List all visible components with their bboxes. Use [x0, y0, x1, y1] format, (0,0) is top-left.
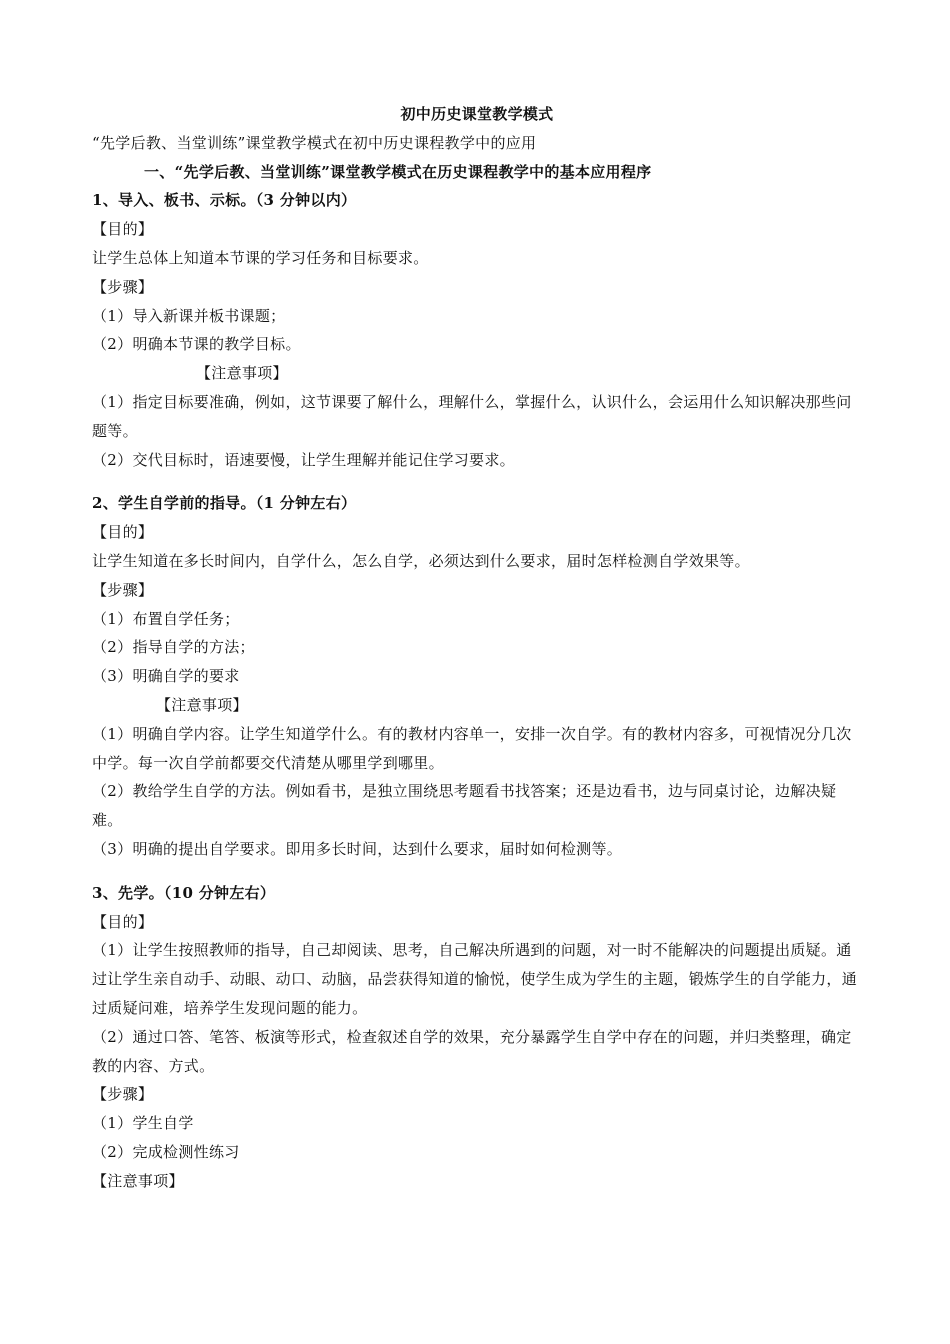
step-3-purpose-label: 【目的】	[92, 912, 154, 931]
step-1-steps-label: 【步骤】	[92, 277, 154, 296]
section-spacer	[92, 474, 862, 489]
section-spacer	[92, 864, 862, 879]
step-2-step-item: （3）明确自学的要求	[92, 667, 240, 686]
document-body	[92, 100, 862, 1195]
step-3-step-item: （2）完成检测性练习	[92, 1142, 240, 1161]
step-2-notice-label: 【注意事项】	[156, 695, 248, 714]
step-2-step-item: （1）布置自学任务；	[92, 609, 240, 628]
step-2-notice-item: （2）教给学生自学的方法。例如看书，是独立围绕思考题看书找答案；还是边看书，边与同桌讨论，边解决疑难。	[92, 782, 837, 830]
step-1-heading: 1、导入、板书、示标。（3 分钟以内）	[92, 191, 357, 210]
step-1-step-item: （1）导入新课并板书课题；	[92, 306, 286, 325]
document-subtitle: “先学后教、当堂训练”课堂教学模式在初中历史课程教学中的应用	[92, 133, 537, 152]
step-1-purpose-label: 【目的】	[92, 220, 154, 239]
step-2-step-item: （2）指导自学的方法；	[92, 638, 255, 657]
section-heading: 一、“先学后教、当堂训练”课堂教学模式在历史课程教学中的基本应用程序	[144, 162, 652, 181]
step-2-notice-item: （3）明确的提出自学要求。即用多长时间，达到什么要求，届时如何检测等。	[92, 839, 623, 858]
step-1-notice-item: （1）指定目标要准确，例如，这节课要了解什么，理解什么，掌握什么，认识什么，会运用什么知识解决那些问题等。	[92, 392, 852, 440]
document-title: 初中历史课堂教学模式	[400, 105, 554, 123]
step-1-notice-label: 【注意事项】	[196, 364, 288, 383]
step-1-purpose-text: 让学生总体上知道本节课的学习任务和目标要求。	[92, 248, 429, 267]
step-3-purpose-text: （2）通过口答、笔答、板演等形式，检查叙述自学的效果，充分暴露学生自学中存在的问题，并归类整理，确定教的内容、方式。	[92, 1027, 852, 1075]
step-2-purpose-text: 让学生知道在多长时间内，自学什么，怎么自学，必须达到什么要求，届时怎样检测自学效果等。	[92, 551, 750, 570]
step-3-purpose-text: （1）让学生按照教师的指导，自己却阅读、思考，自己解决所遇到的问题，对一时不能解决的问题提出质疑。通过让学生亲自动手、动眼、动口、动脑，品尝获得知道的愉悦，使学生成为学生的主题，锻炼学生的自学能力，通过质疑问难，培养学生发现问题的能力。	[92, 941, 858, 1017]
step-3-step-item: （1）学生自学	[92, 1114, 194, 1133]
step-2-purpose-label: 【目的】	[92, 523, 154, 542]
step-2-notice-item: （1）明确自学内容。让学生知道学什么。有的教材内容单一，安排一次自学。有的教材内容多，可视情况分几次中学。每一次自学前都要交代清楚从哪里学到哪里。	[92, 724, 852, 772]
step-3-heading: 3、先学。（10 分钟左右）	[92, 883, 276, 902]
step-1-step-item: （2）明确本节课的教学目标。	[92, 335, 301, 354]
step-2-heading: 2、学生自学前的指导。（1 分钟左右）	[92, 494, 357, 513]
step-3-steps-label: 【步骤】	[92, 1085, 154, 1104]
step-2-steps-label: 【步骤】	[92, 580, 154, 599]
step-3-notice-label: 【注意事项】	[92, 1171, 184, 1190]
step-1-notice-item: （2）交代目标时，语速要慢，让学生理解并能记住学习要求。	[92, 450, 515, 469]
